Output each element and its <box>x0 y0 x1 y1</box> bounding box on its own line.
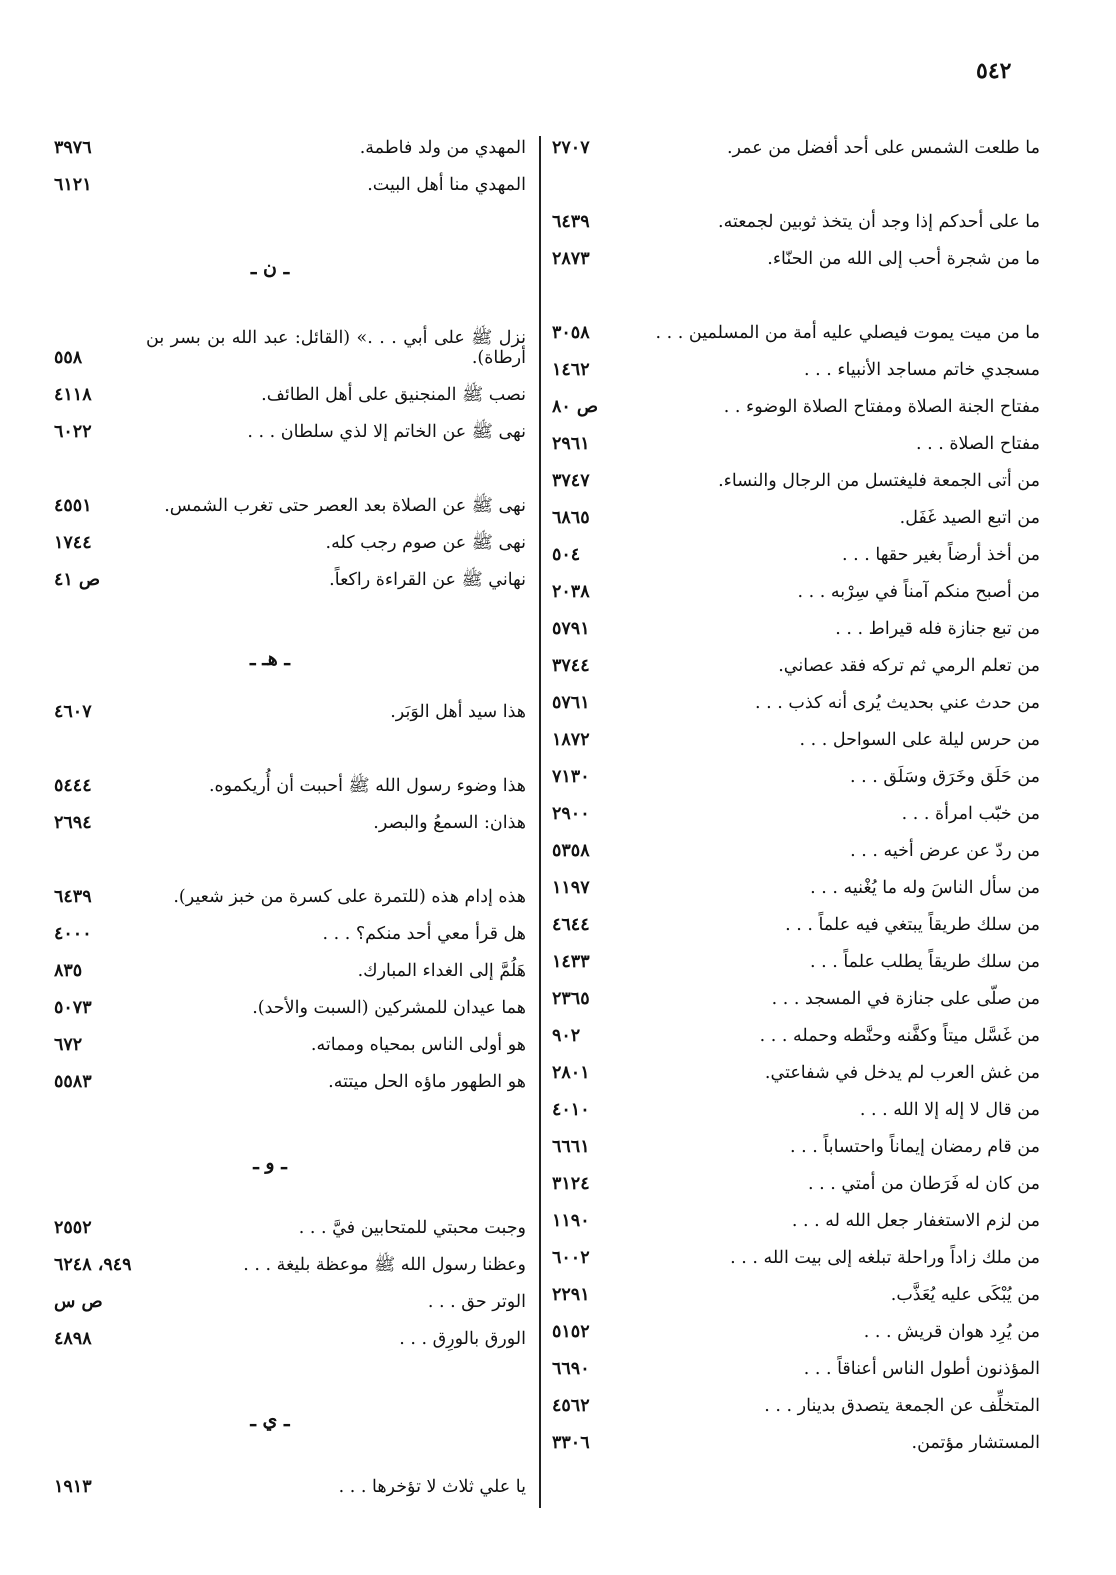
index-entry <box>54 1460 526 1497</box>
index-entry <box>54 1018 526 1055</box>
entry-number: ٢٨٠١ <box>552 1062 590 1083</box>
index-entry <box>54 121 526 158</box>
entry-text: المهدي من ولد فاطمة. <box>359 137 526 158</box>
index-entry <box>54 944 526 981</box>
entry-number: ٥٧٩١ <box>552 618 590 639</box>
entry-text: المتخلِّف عن الجمعة يتصدق بدينار . . . <box>764 1395 1040 1416</box>
entry-number: ٢٩٦١ <box>552 433 590 454</box>
index-entry <box>54 1055 526 1092</box>
entry-number: ٤٦٤٤ <box>552 914 590 935</box>
index-entry <box>54 907 526 944</box>
index-entry <box>54 833 526 907</box>
index-entry <box>552 602 1040 639</box>
index-entry <box>552 1268 1040 1305</box>
index-entry <box>552 824 1040 861</box>
entry-text: مفتاح الصلاة . . . <box>915 433 1040 454</box>
entry-number: ٢٢٩١ <box>552 1284 590 1305</box>
entry-text: ما من شجرة أحب إلى الله من الحنّاء. <box>767 248 1040 269</box>
entry-number: ٦٤٣٩ <box>54 886 92 907</box>
index-entry <box>552 972 1040 1009</box>
index-entry <box>54 158 526 195</box>
entry-text: من حدث عني بحديث يُرى أنه كذب . . . <box>755 692 1040 713</box>
entry-text: من صلّى على جنازة في المسجد . . . <box>771 988 1040 1009</box>
entry-number: ص ٨٠ <box>552 396 599 417</box>
entry-text: ما على أحدكم إذا وجد أن يتخذ ثوبين لجمعته. <box>718 211 1040 232</box>
entry-number: ٩٤٩، ٦٢٤٨ <box>54 1254 132 1275</box>
entry-number: ٢٦٩٤ <box>54 812 92 833</box>
section-gap <box>54 590 526 648</box>
entry-text: ما من ميت يموت فيصلي عليه أمة من المسلمين . . . <box>655 322 1040 343</box>
section-gap <box>54 195 526 257</box>
index-column-right <box>552 121 1040 1453</box>
entry-text: ما طلعت الشمس على أحد أفضل من عمر. <box>726 137 1040 158</box>
section-gap <box>54 1092 526 1152</box>
entry-number: ٦٦٦١ <box>552 1136 590 1157</box>
entry-number: ٤٠٠٠ <box>54 923 92 944</box>
index-entry <box>54 294 526 368</box>
index-entry <box>54 405 526 442</box>
entry-text: هذا سيد أهل الوَبَر. <box>390 701 526 722</box>
entry-text: نهاني ﷺ عن القراءة راكعاً. <box>329 569 526 590</box>
entry-number: ٥٠٧٣ <box>54 997 92 1018</box>
entry-text: من غش العرب لم يدخل في شفاعتي. <box>764 1062 1040 1083</box>
entry-number: ٦٤٣٩ <box>552 211 590 232</box>
section-heading: ـ ي ـ <box>250 1409 290 1431</box>
entry-number: ٤٦٠٧ <box>54 701 92 722</box>
entry-number: ٣٠٥٨ <box>552 322 590 343</box>
entry-text: وجبت محبتي للمتحابين فيَّ . . . <box>298 1217 526 1238</box>
entry-text: هذان: السمعُ والبصر. <box>373 812 526 833</box>
entry-number: ٥١٥٢ <box>552 1321 590 1342</box>
entry-number: ٦٧٢ <box>54 1034 83 1055</box>
entry-text: من اتبع الصيد غَفَل. <box>899 507 1040 528</box>
index-entry <box>552 1305 1040 1342</box>
entry-number: ١٨٧٢ <box>552 729 590 750</box>
entry-number: ١٤٦٢ <box>552 359 590 380</box>
column-divider <box>539 136 541 1508</box>
entry-text: من أتى الجمعة فليغتسل من الرجال والنساء. <box>718 470 1040 491</box>
entry-number: ٣٣٠٦ <box>552 1432 590 1453</box>
index-entry <box>552 750 1040 787</box>
index-entry <box>54 981 526 1018</box>
entry-number: ٦٠٠٢ <box>552 1247 590 1268</box>
entry-text: هو الطهور ماؤه الحل ميتته. <box>328 1071 526 1092</box>
entry-text: هل قرأ معي أحد منكم؟ . . . <box>322 923 526 944</box>
entry-number: ٤٥٥١ <box>54 495 92 516</box>
index-entry <box>552 787 1040 824</box>
entry-text: مسجدي خاتم مساجد الأنبياء . . . <box>803 359 1040 380</box>
entry-text: من أصبح منكم آمناً في سِرْبه . . . <box>797 581 1040 602</box>
entry-number: ١١٩٠ <box>552 1210 590 1231</box>
index-column-left <box>54 121 526 1497</box>
entry-number: ٦٦٩٠ <box>552 1358 590 1379</box>
entry-text: من حَلَق وخَرَق وسَلَق . . . <box>850 766 1040 787</box>
index-entry <box>552 676 1040 713</box>
section-heading: ـ ن ـ <box>250 257 290 279</box>
entry-text: الورق بالورِق . . . <box>399 1328 526 1349</box>
entry-number: ٢٨٧٣ <box>552 248 590 269</box>
entry-text: من تبع جنازة فله قيراط . . . <box>835 618 1040 639</box>
entry-text: المهدي منا أهل البيت. <box>367 174 526 195</box>
entry-number: ٣٧٤٧ <box>552 470 590 491</box>
entry-number: ٥٣٥٨ <box>552 840 590 861</box>
index-entry <box>552 935 1040 972</box>
index-entry <box>54 1238 526 1275</box>
index-entry <box>552 1231 1040 1268</box>
entry-text: هو أولى الناس بمحياه ومماته. <box>310 1034 526 1055</box>
index-entry <box>552 861 1040 898</box>
index-entry <box>552 417 1040 454</box>
entry-number: ٦٨٦٥ <box>552 507 590 528</box>
entry-text: نصب ﷺ المنجنيق على أهل الطائف. <box>261 384 526 405</box>
index-entry <box>552 1379 1040 1416</box>
entry-number: ٦٠٢٢ <box>54 421 92 442</box>
entry-number: ١١٩٧ <box>552 877 590 898</box>
index-entry <box>552 121 1040 158</box>
page-number: ٥٤٢ <box>976 58 1012 84</box>
entry-text: الوتر حق . . . <box>427 1291 526 1312</box>
index-entry <box>552 713 1040 750</box>
section-heading: ـ و ـ <box>253 1152 287 1174</box>
entry-number: ٥٥٨٣ <box>54 1071 92 1092</box>
entry-text: مفتاح الجنة الصلاة ومفتاح الصلاة الوضوء . . <box>723 396 1040 417</box>
index-entry <box>552 639 1040 676</box>
entry-number: ٢٣٦٥ <box>552 988 590 1009</box>
index-entry <box>552 1416 1040 1453</box>
section-gap <box>54 1189 526 1201</box>
section-gap <box>54 1446 526 1460</box>
entry-number: ٤٠١٠ <box>552 1099 590 1120</box>
entry-number: ٥٠٤ <box>552 544 581 565</box>
entry-text: من قال لا إله إلا الله . . . <box>859 1099 1040 1120</box>
entry-number: ٧١٣٠ <box>552 766 590 787</box>
index-entry <box>552 565 1040 602</box>
index-entry <box>552 343 1040 380</box>
entry-number: ٨٣٥ <box>54 960 83 981</box>
index-entry <box>552 380 1040 417</box>
index-entry <box>552 1009 1040 1046</box>
entry-number: ٥٤٤٤ <box>54 775 92 796</box>
index-entry <box>552 454 1040 491</box>
section-gap <box>54 1349 526 1409</box>
entry-number: ٥٧٦١ <box>552 692 590 713</box>
entry-text: نهى ﷺ عن الخاتم إلا لذي سلطان . . . <box>247 421 526 442</box>
entry-text: من حرس ليلة على السواحل . . . <box>799 729 1040 750</box>
entry-number: ٦١٢١ <box>54 174 92 195</box>
entry-text: هَلُمَّ إلى الغداء المبارك. <box>357 960 526 981</box>
entry-number: ٣٧٤٤ <box>552 655 590 676</box>
index-entry <box>552 1083 1040 1120</box>
entry-text: من قام رمضان إيماناً واحتساباً . . . <box>790 1136 1040 1157</box>
entry-number: ٣٩٧٦ <box>54 137 92 158</box>
entry-text: من ملك زاداً وراحلة تبلغه إلى بيت الله . . . <box>730 1247 1040 1268</box>
entry-number: ١٤٣٣ <box>552 951 590 972</box>
index-entry <box>54 1312 526 1349</box>
entry-text: من تعلم الرمي ثم تركه فقد عصاني. <box>778 655 1040 676</box>
entry-number: ٥٥٨ <box>54 347 83 368</box>
entry-text: من يُبْكَى عليه يُعَذَّب. <box>890 1284 1040 1305</box>
entry-text: من لزم الاستغفار جعل الله له . . . <box>791 1210 1040 1231</box>
index-entry <box>552 1194 1040 1231</box>
index-entry <box>552 269 1040 343</box>
index-entry <box>552 1046 1040 1083</box>
entry-number: ٤٨٩٨ <box>54 1328 92 1349</box>
index-entry <box>54 442 526 516</box>
entry-text: نزل ﷺ على أبي . . .» (القائل: عبد الله بن بسر بن أرطاة). <box>146 327 526 368</box>
entry-text: هما عيدان للمشركين (السبت والأحد). <box>252 997 526 1018</box>
index-entry <box>552 1120 1040 1157</box>
entry-text: هذا وضوء رسول الله ﷺ أحببت أن أُريكموه. <box>208 775 526 796</box>
entry-number: ص س <box>54 1291 103 1312</box>
index-entry <box>552 898 1040 935</box>
entry-text: نهى ﷺ عن الصلاة بعد العصر حتى تغرب الشمس. <box>164 495 526 516</box>
entry-number: ٣١٢٤ <box>552 1173 590 1194</box>
entry-text: من كان له فَرَطان من أمتي . . . <box>807 1173 1040 1194</box>
index-entry <box>54 516 526 553</box>
entry-text: يا علي ثلاث لا تؤخرها . . . <box>338 1476 526 1497</box>
entry-text: من ردّ عن عرض أخيه . . . <box>850 840 1040 861</box>
index-entry <box>552 1342 1040 1379</box>
entry-number: ٤١١٨ <box>54 384 92 405</box>
entry-text: من أخذ أرضاً بغير حقها . . . <box>841 544 1040 565</box>
entry-number: ص ٤١ <box>54 569 101 590</box>
index-entry <box>54 368 526 405</box>
entry-text: وعظنا رسول الله ﷺ موعظة بليغة . . . <box>243 1254 526 1275</box>
index-entry <box>552 491 1040 528</box>
section-heading: ـ هـ ـ <box>250 648 290 670</box>
index-entry <box>54 1201 526 1238</box>
entry-number: ١٧٤٤ <box>54 532 92 553</box>
entry-text: من غَسَّل ميتاً وكفَّنه وحنَّطه وحمله . . . <box>759 1025 1040 1046</box>
entry-number: ٢٩٠٠ <box>552 803 590 824</box>
index-entry <box>54 685 526 722</box>
entry-text: هذه إدام هذه (للتمرة على كسرة من خبز شعير). <box>173 886 526 907</box>
entry-text: المؤذنون أطول الناس أعناقاً . . . <box>803 1358 1040 1379</box>
index-entry <box>54 722 526 796</box>
entry-number: ٤٥٦٢ <box>552 1395 590 1416</box>
entry-text: المستشار مؤتمن. <box>911 1432 1040 1453</box>
entry-text: من سلك طريقاً يطلب علماً . . . <box>809 951 1040 972</box>
entry-number: ٢٥٥٢ <box>54 1217 92 1238</box>
entry-text: من خبّب امرأة . . . <box>901 803 1040 824</box>
entry-number: ١٩١٣ <box>54 1476 92 1497</box>
entry-number: ٢٠٣٨ <box>552 581 590 602</box>
entry-text: من سأل الناسَ وله ما يُغْنيه . . . <box>810 877 1040 898</box>
index-entry <box>54 796 526 833</box>
index-entry <box>552 158 1040 232</box>
entry-text: نهى ﷺ عن صوم رجب كله. <box>325 532 526 553</box>
entry-text: من يُرِد هوان قريش . . . <box>863 1321 1040 1342</box>
index-entry <box>54 1275 526 1312</box>
entry-number: ٩٠٢ <box>552 1025 581 1046</box>
index-entry <box>552 528 1040 565</box>
index-entry <box>552 1157 1040 1194</box>
entry-text: من سلك طريقاً يبتغي فيه علماً . . . <box>785 914 1040 935</box>
entry-number: ٢٧٠٧ <box>552 137 590 158</box>
index-entry <box>54 553 526 590</box>
index-entry <box>552 232 1040 269</box>
